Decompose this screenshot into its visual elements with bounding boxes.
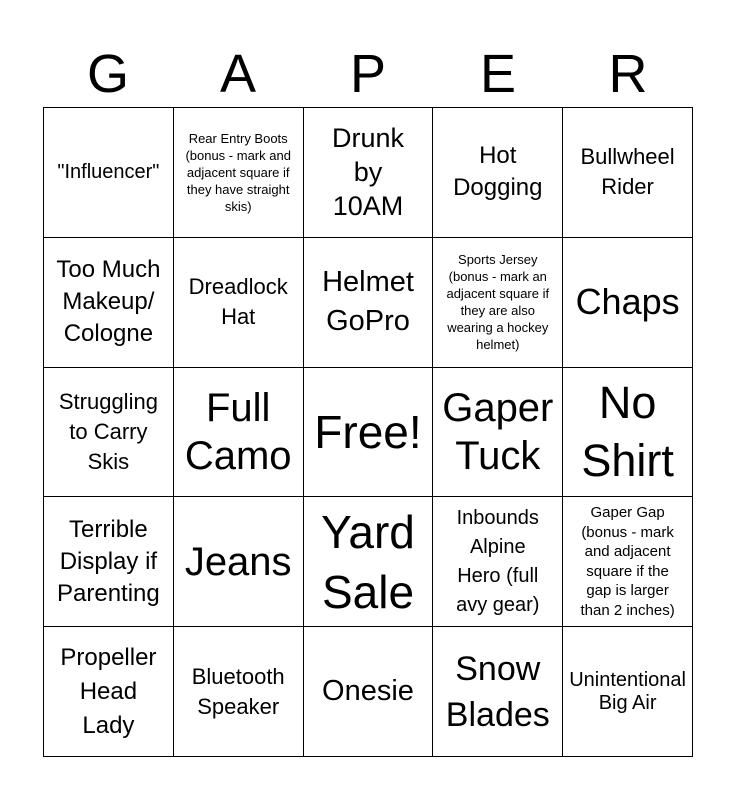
cell-label: Hot Dogging (453, 142, 543, 202)
bingo-cell-r2-c3[interactable] (304, 238, 434, 368)
cell-label: Dreadlock Hat (188, 274, 288, 330)
cell-label: Full Camo (184, 385, 292, 478)
cell-label: Drunk by 10AM (331, 123, 404, 222)
cell-label: Jeans (184, 539, 292, 584)
bingo-cell-r1-c1[interactable] (44, 108, 174, 238)
bingo-cell-r2-c5[interactable] (563, 238, 693, 368)
cell-label: Onesie (322, 675, 414, 708)
cell-label: Bluetooth Speaker (191, 663, 285, 719)
bingo-cell-r5-c3[interactable] (304, 627, 434, 757)
cell-label: Too Much Makeup/ Cologne (56, 256, 161, 348)
header-letter-r: R (608, 44, 648, 104)
free-space-label: Free! (314, 405, 422, 458)
bingo-cell-r4-c5[interactable] (563, 497, 693, 627)
bingo-cell-r2-c2[interactable] (174, 238, 304, 368)
bingo-header (43, 40, 693, 108)
header-letter-g: G (86, 44, 129, 104)
cell-label: Terrible Display if Parenting (57, 515, 160, 607)
cell-label: Helmet GoPro (322, 266, 414, 338)
bingo-cell-r2-c4[interactable] (433, 238, 563, 368)
bingo-cell-r1-c4[interactable] (433, 108, 563, 238)
cell-label: Gaper Gap (bonus - mark and adjacent square if the gap is larger than 2 inches) (580, 504, 675, 619)
header-letter-e: E (479, 44, 517, 104)
cell-label: No Shirt (581, 376, 674, 486)
bingo-cell-r3-c1[interactable] (44, 368, 174, 498)
bingo-cell-r4-c4[interactable] (433, 497, 563, 627)
cell-label: "Influencer" (57, 160, 160, 183)
bingo-cell-r5-c5[interactable] (563, 627, 693, 757)
bingo-cell-r3-c3[interactable] (304, 368, 434, 498)
bingo-grid (43, 107, 693, 757)
cell-label: Rear Entry Boots (bonus - mark and adjacent square if they have straight skis) (185, 130, 291, 214)
cell-label: Struggling to Carry Skis (58, 388, 158, 474)
bingo-cell-r1-c3[interactable] (304, 108, 434, 238)
header-letter-p: P (349, 44, 387, 104)
bingo-cell-r2-c1[interactable] (44, 238, 174, 368)
bingo-cell-r1-c5[interactable] (563, 108, 693, 238)
bingo-cell-r1-c2[interactable] (174, 108, 304, 238)
bingo-cell-r3-c2[interactable] (174, 368, 304, 498)
cell-label: Gaper Tuck (442, 385, 554, 478)
bingo-cell-r3-c4[interactable] (433, 368, 563, 498)
bingo-cell-r4-c1[interactable] (44, 497, 174, 627)
bingo-cell-r5-c4[interactable] (433, 627, 563, 757)
cell-label: Propeller Head Lady (60, 643, 157, 739)
bingo-cell-r5-c2[interactable] (174, 627, 304, 757)
cell-label: Yard Sale (321, 505, 415, 618)
cell-label: Unintentional Big Air (569, 668, 686, 714)
bingo-cell-r5-c1[interactable] (44, 627, 174, 757)
cell-label: Chaps (575, 281, 680, 323)
cell-label: Inbounds Alpine Hero (full avy gear) (456, 506, 540, 616)
bingo-cell-r4-c2[interactable] (174, 497, 304, 627)
cell-label: Bullwheel Rider (580, 144, 675, 200)
header-letter-a: A (219, 44, 257, 104)
cell-label: Snow Blades (445, 649, 550, 734)
cell-label: Sports Jersey (bonus - mark an adjacent square if they are also wearing a hockey helmet) (446, 252, 550, 353)
bingo-cell-r3-c5[interactable] (563, 368, 693, 498)
bingo-cell-r4-c3[interactable] (304, 497, 434, 627)
